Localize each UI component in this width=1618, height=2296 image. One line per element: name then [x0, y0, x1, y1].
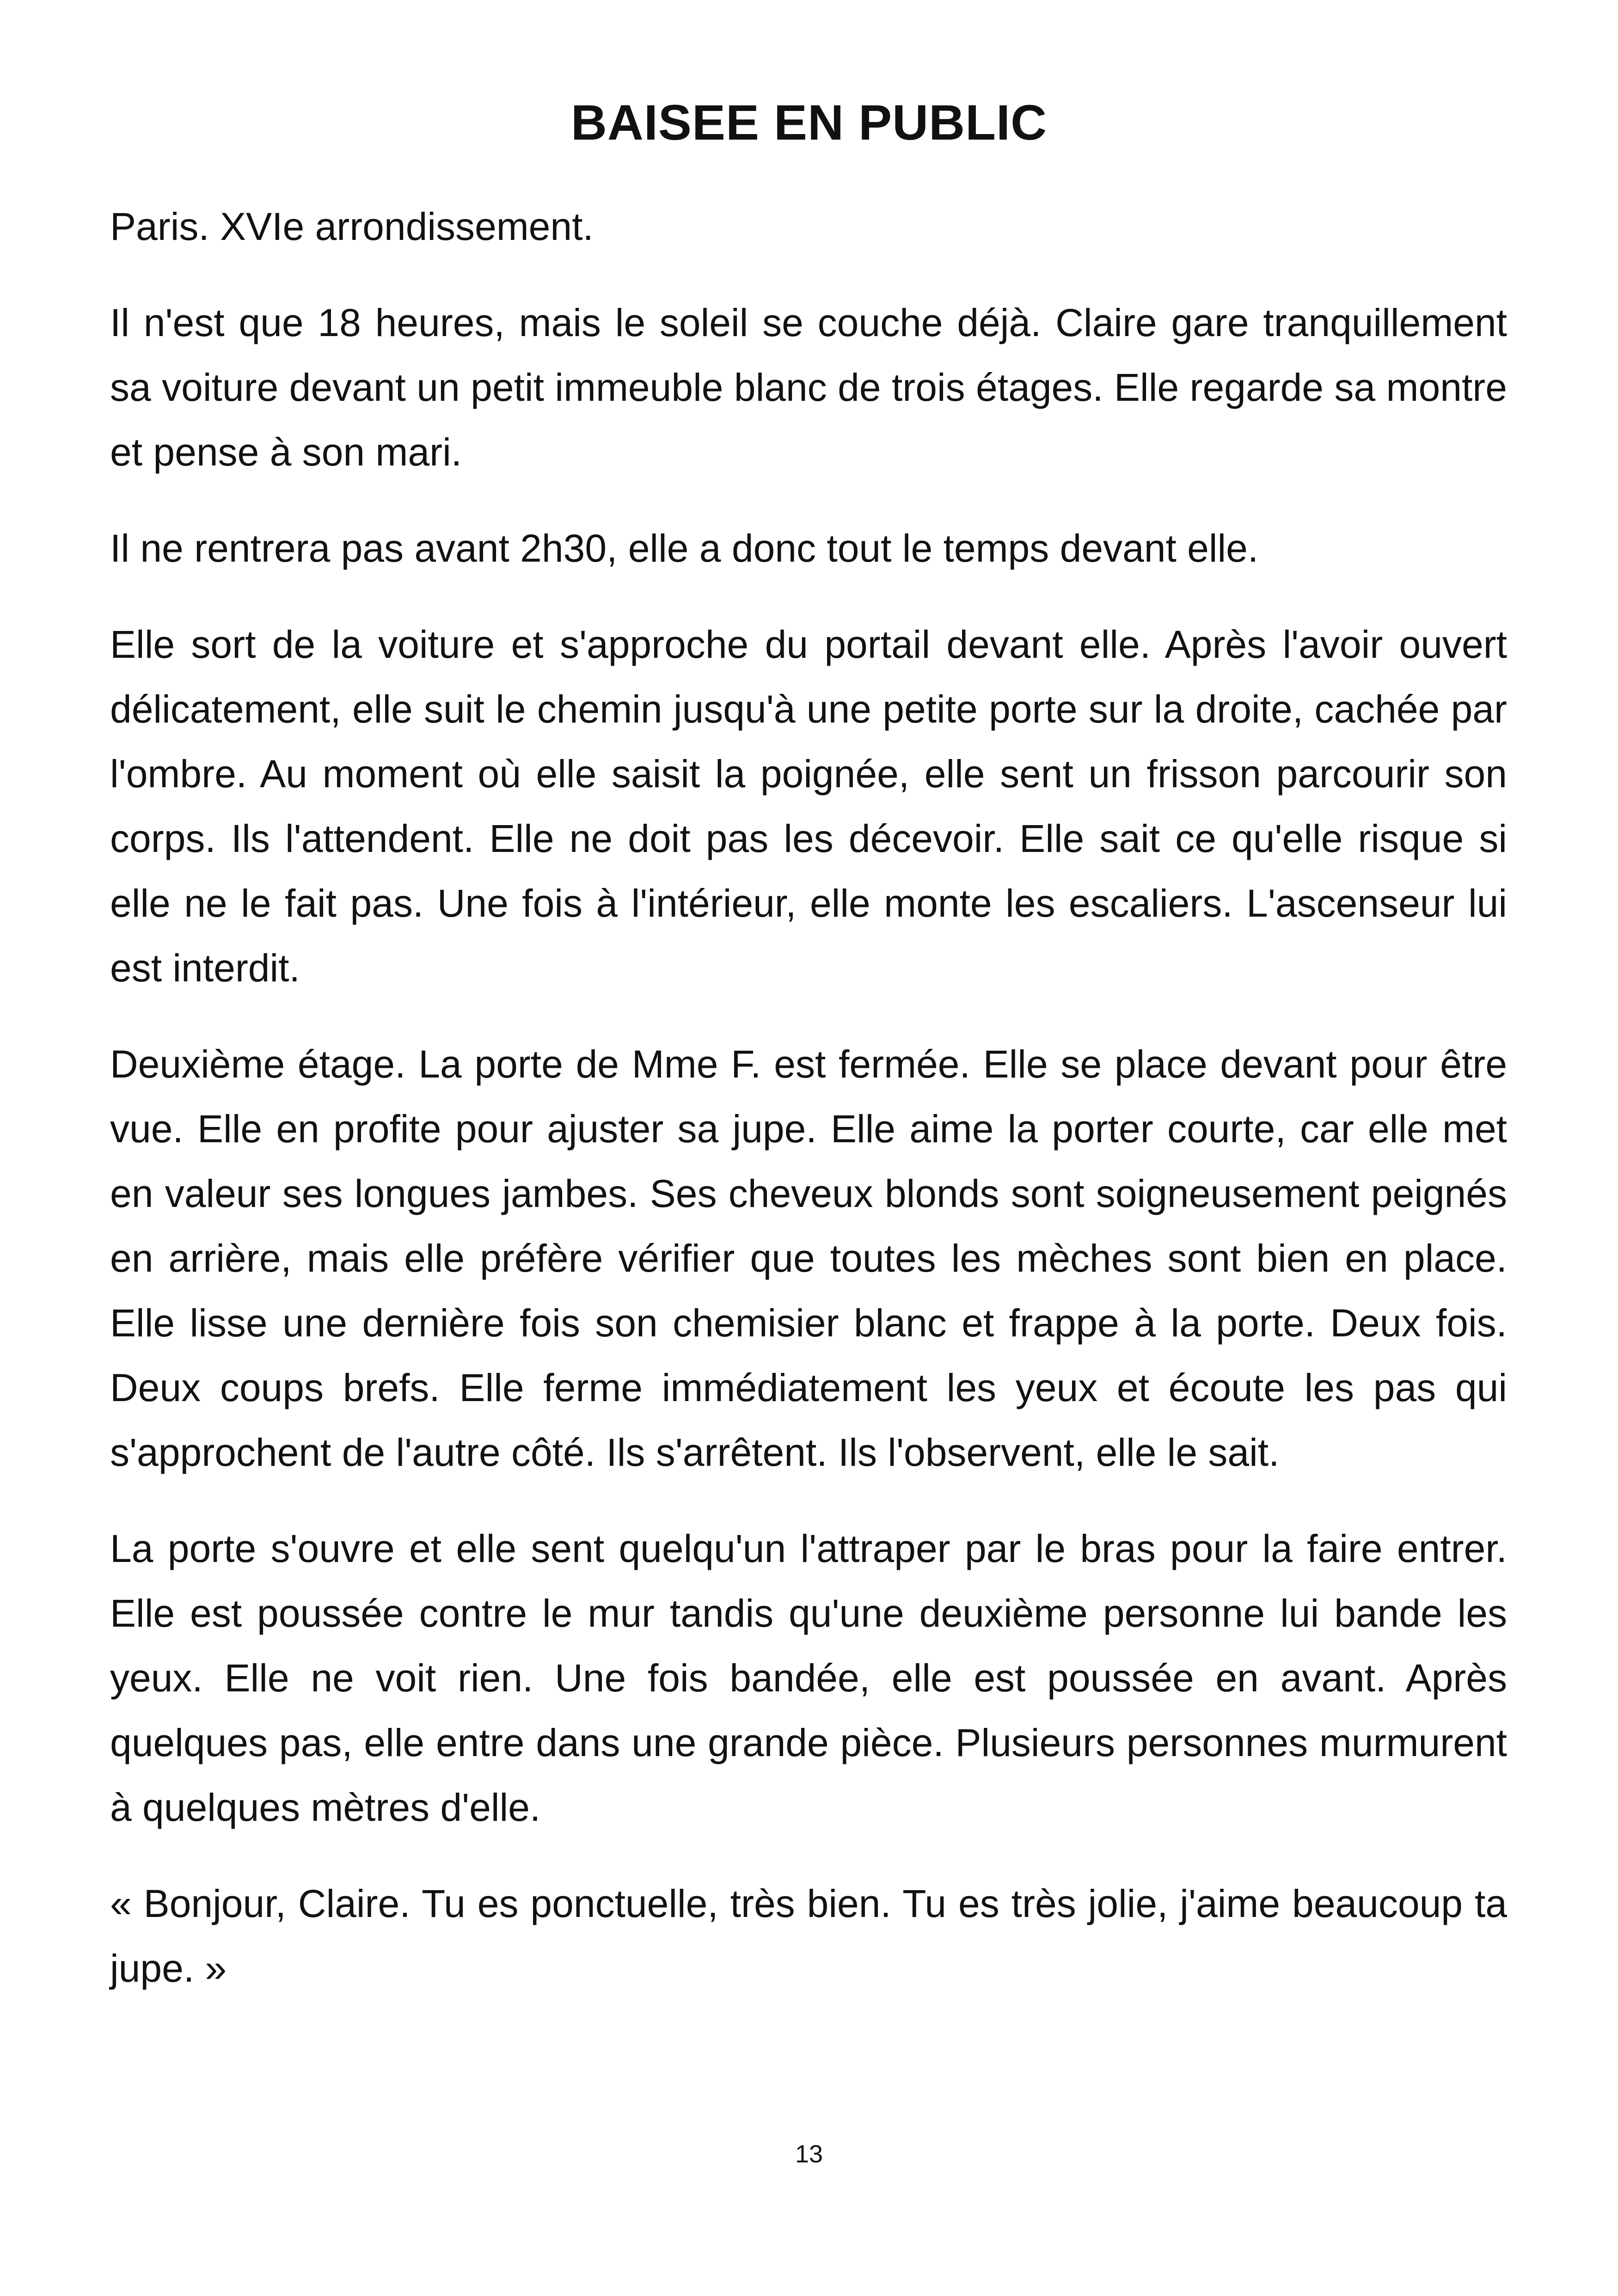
body-text	[110, 194, 1507, 2032]
paragraph-5: Deuxième étage. La porte de Mme F. est fermée. Elle se place devant pour être vue. Elle en profite pour ajuster sa jupe. Elle aime la porter courte, car elle met en valeur ses longues jambes. Ses cheveux blonds sont soigneusement peignés en arrière, mais elle préfère vérifier que toutes les mèches sont bien en place. Elle lisse une dernière fois son chemisier blanc et frappe à la porte. Deux fois. Deux coups brefs. Elle ferme immédiatement les yeux et écoute les pas qui s'approchent de l'autre côté. Ils s'arrêtent. Ils l'observent, elle le sait.	[110, 1042, 1507, 1474]
paragraph-4: Elle sort de la voiture et s'approche du portail devant elle. Après l'avoir ouvert délicatement, elle suit le chemin jusqu'à une petite porte sur la droite, cachée par l'ombre. Au moment où elle saisit la poignée, elle sent un frisson parcourir son corps. Ils l'attendent. Elle ne doit pas les décevoir. Elle sait ce qu'elle risque si elle ne le fait pas. Une fois à l'intérieur, elle monte les escaliers. L'ascenseur lui est interdit.	[110, 623, 1507, 990]
paragraph-1: Paris. XVIe arrondissement.	[110, 205, 594, 248]
paragraph-3: Il ne rentrera pas avant 2h30, elle a donc tout le temps devant elle.	[110, 527, 1259, 570]
page-title: BAISEE EN PUBLIC	[570, 94, 1048, 150]
paragraph-7: « Bonjour, Claire. Tu es ponctuelle, très bien. Tu es très jolie, j'aime beaucoup ta jupe. »	[110, 1882, 1507, 1990]
page-number: 13	[795, 2140, 823, 2168]
paragraph-6: La porte s'ouvre et elle sent quelqu'un l'attraper par le bras pour la faire entrer. Elle est poussée contre le mur tandis qu'une deuxième personne lui bande les yeux. Elle ne voit rien. Une fois bandée, elle est poussée en avant. Après quelques pas, elle entre dans une grande pièce. Plusieurs personnes murmurent à quelques mètres d'elle.	[110, 1527, 1507, 1829]
paragraph-2: Il n'est que 18 heures, mais le soleil se couche déjà. Claire gare tranquillement sa voiture devant un petit immeuble blanc de trois étages. Elle regarde sa montre et pense à son mari.	[110, 301, 1507, 474]
